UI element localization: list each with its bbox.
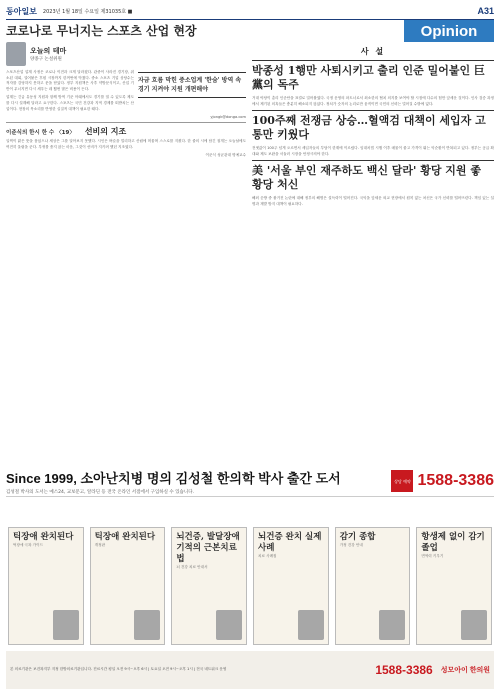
book-subtitle: 개정판 — [94, 543, 106, 547]
editorial-1-title: 박종성 1행만 사퇴시키고 출리 인준 밀어붙인 巨黨의 독주 — [252, 64, 485, 91]
book-title: 항생제 없이 감기졸업 — [421, 532, 485, 553]
issue-date: 2023년 1월 18일 수요일 제31035호 ■ — [42, 8, 133, 15]
byline — [6, 42, 246, 66]
ad-phone[interactable]: 1588-3386 — [417, 472, 494, 489]
book-title: 감기 종합 — [339, 532, 376, 542]
poem-body: 일찍이 맑은 뜻을 품었으나 세상은 그를 알아보지 못했다. 시인은 벼슬을 멀리하고 산림에 머물며 스스로를 지켰다. 한 줄의 시에 담긴 절개는 오늘날에도 여전히 울림을 준다. 부귀를 좇지 않는 마음, 그것이 선비가 지키려 했던 지조였다. — [6, 139, 246, 149]
author-photo — [461, 610, 487, 640]
book-title: 틱장애 완치된다 — [13, 532, 74, 542]
author-photo — [379, 610, 405, 640]
ad-footer-phone[interactable]: 1588-3386 — [375, 663, 433, 677]
section-label: Opinion — [404, 20, 494, 42]
book-item[interactable] — [253, 527, 329, 645]
advertisement[interactable] — [6, 466, 494, 685]
editorial-rule-2 — [252, 110, 494, 111]
column-body-2: 업계는 긴급 유동성 지원과 함께 방역 기준 아래에서도 경기를 열 수 있도록 제도를 다시 설계해 달라고 요구한다. 스포츠는 국민 건강과 지역 경제를 떠받치는 산업이다. 현장의 목소리를 반영한 실질적 대책이 필요한 때다. — [6, 95, 134, 111]
author-name: 오늘의 테마 — [30, 47, 67, 55]
author-role: 양종구 논설위원 — [30, 57, 62, 62]
poem-header — [6, 126, 246, 137]
author-photo — [53, 610, 79, 640]
book-subtitle: 면역력 키우기 — [421, 554, 444, 558]
ad-phone-box[interactable] — [391, 470, 494, 492]
author-photo — [298, 610, 324, 640]
masthead — [6, 4, 494, 18]
book-list — [6, 497, 494, 645]
ad-footer-info: 본 의료기관은 보건복지부 지정 한방의료기관입니다. 진료시간 평일 오전 9시~오후 6시 | 토요일 오전 9시~오후 1시 | 전국 네트워크 운영 — [10, 667, 227, 672]
book-item[interactable] — [8, 527, 84, 645]
column-left — [6, 24, 246, 161]
page-number: A31 — [477, 6, 494, 16]
book-subtitle: 뇌 건강 치료 안내서 — [176, 565, 208, 569]
editorial-2-title: 100주째 전쟁금 상승…혈액검 대책이 세입자 고통만 키웠다 — [252, 114, 486, 142]
column-body-1: 스포츠산업 업계 사정은 코로나 이전과 크게 달라졌다. 관중이 사라진 경기장, 취소된 대회, 얼어붙은 후원 시장까지 한꺼번에 닥쳤다. 중소 스포츠 기업 상당수는 적자를 감당하지 못하고 문을 닫았다. 정부 지원책은 사후 약방문식이고, 산업 기반이 무너지면 다시 세우는 데 훨씬 많은 비용이 든다. — [6, 70, 134, 91]
clinic-logo: 성모아이 한의원 — [440, 667, 490, 674]
poem-author: 이준식 성균관대 명예교수 — [205, 153, 246, 158]
author-photo — [6, 42, 26, 66]
editorial-1-body: 거대 야당이 총리 인준안을 표결로 밀어붙였다. 국정 운영의 파트너로서 최소한의 협치 의지를 보여야 할 시점에 다수의 힘만 앞세운 것이다. 인사 검증 과정에서 제기된 의혹들은 충분히 해소되지 않았다. 정치가 숫자의 논리로만 움직이면 국민의 신뢰는 멀어질 수밖에 없다. — [252, 96, 494, 106]
book-title: 뇌건증, 발달장애 기적의 근본치료법 — [176, 532, 240, 564]
column-headline: 코로나로 무너지는 스포츠 산업 현장 — [6, 24, 197, 38]
ad-subtitle: 김성철 박사의 도서는 예스24, 교보문고, 알라딘 등 전국 온라인 서점에서 구입하실 수 있습니다. — [6, 489, 195, 495]
ad-title: Since 1999, 소아난치병 명의 김성철 한의학 박사 출간 도서 — [6, 470, 341, 486]
poem-series-label: 이준식의 한시 한 수 〈19〉 — [6, 129, 75, 136]
editorial-rule — [252, 60, 494, 61]
editorial-3-body: 해외 순방 중 불거진 논란에 대해 정부의 해명은 설득력이 떨어진다. 국익을 앞세운 외교 현장에서 원칙 없는 처신은 국가 신뢰를 떨어뜨린다. 책임 있는 설명과 재발 방지 대책이 필요하다. — [252, 196, 494, 206]
book-subtitle: 치료 사례집 — [258, 554, 277, 558]
book-item[interactable] — [90, 527, 166, 645]
book-subtitle: 틱장애 극복 가이드 — [13, 543, 44, 547]
ad-header — [6, 466, 494, 497]
book-subtitle: 가정 건강 안내 — [339, 543, 363, 547]
book-item[interactable] — [335, 527, 411, 645]
book-item[interactable] — [416, 527, 492, 645]
book-item[interactable] — [171, 527, 247, 645]
editorials — [252, 46, 494, 211]
editorial-label: 사 설 — [360, 46, 386, 56]
editorial-2-body: 전셋값이 100주 넘게 오르면서 세입자들의 부담이 한계에 이르렀다. 임대차법 시행 이후 매물이 줄고 가격이 뛰는 악순환이 반복되고 있다. 정부는 공급 확대와 제도 보완을 서둘러 시장을 안정시켜야 한다. — [252, 146, 494, 156]
book-title: 틱장애 완치된다 — [94, 532, 156, 542]
author-photo — [134, 610, 160, 640]
editorial-3-title: 美 '서울 부인 재주하도 백신 달라' 황당 지원 좋 황당 처신 — [252, 164, 482, 192]
poem-title: 선비의 지조 — [84, 126, 127, 137]
newspaper-brand: 동아일보 — [6, 5, 37, 16]
consult-badge: 상담 예약 — [391, 470, 413, 492]
author-photo — [216, 610, 242, 640]
column-divider — [6, 122, 246, 123]
pull-quote: 자금 흐름 막힌 중소업계 '한숨' 방역 속 경기 지켜야 지원 개편해야 — [138, 72, 246, 98]
book-title: 뇌건증 완치 실제 사례 — [258, 532, 322, 553]
editorial-rule-3 — [252, 160, 494, 161]
author-email[interactable]: yjongk@donga.com — [210, 115, 246, 120]
ad-footer — [6, 651, 494, 689]
